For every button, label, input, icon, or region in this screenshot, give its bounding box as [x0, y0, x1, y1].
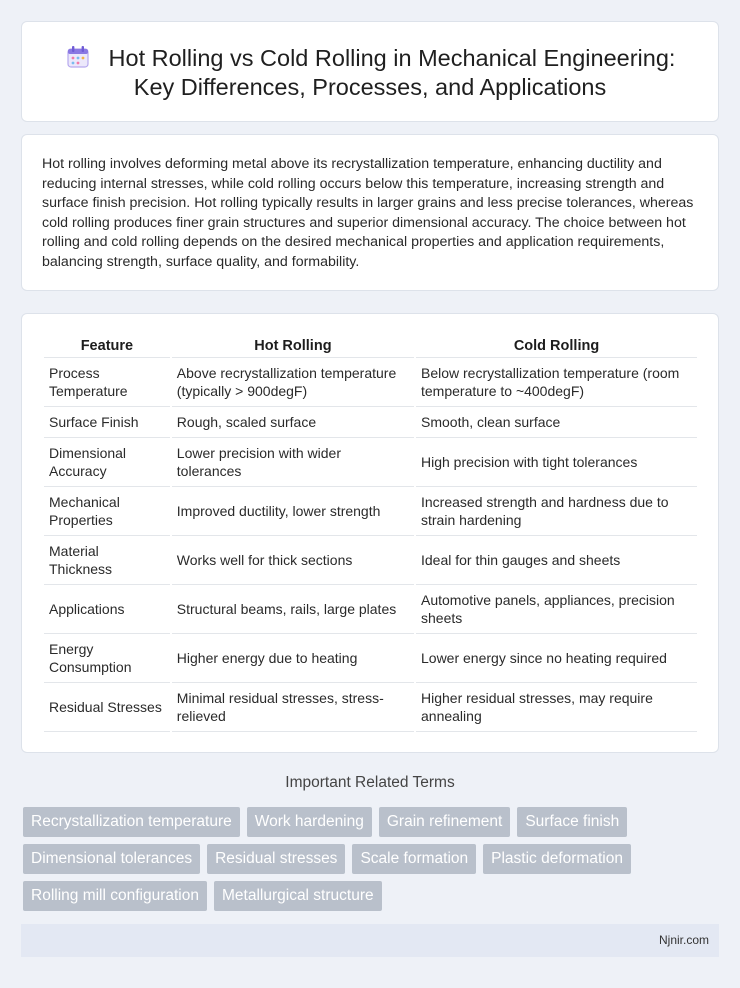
row-cold-value: Below recrystallization temperature (room temperature to ~400degF)	[416, 358, 697, 407]
row-cold-value: Ideal for thin gauges and sheets	[416, 536, 697, 585]
title-line-1: Hot Rolling vs Cold Rolling in Mechanical Engineering:	[108, 45, 676, 71]
term-tag[interactable]: Recrystallization temperature	[23, 807, 240, 837]
row-hot-value: Structural beams, rails, large plates	[172, 585, 414, 634]
term-tag[interactable]: Surface finish	[517, 807, 627, 837]
table-row	[44, 358, 697, 407]
row-hot-value: Above recrystallization temperature (typically > 900degF)	[172, 358, 414, 407]
intro-card	[21, 134, 719, 291]
term-tag[interactable]: Metallurgical structure	[214, 881, 382, 911]
term-tag[interactable]: Plastic deformation	[483, 844, 631, 874]
term-tag[interactable]: Rolling mill configuration	[23, 881, 207, 911]
row-feature: Dimensional Accuracy	[44, 438, 170, 487]
term-tag[interactable]: Dimensional tolerances	[23, 844, 200, 874]
table-row	[44, 536, 697, 585]
row-cold-value: High precision with tight tolerances	[416, 438, 697, 487]
row-hot-value: Improved ductility, lower strength	[172, 487, 414, 536]
header-cold-rolling: Cold Rolling	[416, 334, 697, 358]
row-feature: Residual Stresses	[44, 683, 170, 732]
intro-paragraph: Hot rolling involves deforming metal above its recrystallization temperature, enhancing ductility and reducing internal stresses, while cold rolling occurs below this temperature, increasing strength and surface finish precision. Hot rolling typically results in larger grains and less precise tolerances, whereas cold rolling produces finer grain structures and superior dimensional accuracy. The choice between hot rolling and cold rolling depends on the desired mechanical properties and application requirements, balancing strength, surface quality, and formability.	[42, 156, 694, 270]
page-title	[22, 44, 718, 102]
row-feature: Energy Consumption	[44, 634, 170, 683]
row-hot-value: Lower precision with wider tolerances	[172, 438, 414, 487]
term-tag[interactable]: Scale formation	[352, 844, 476, 874]
footer-site-name: Njnir.com	[21, 924, 719, 957]
row-feature: Applications	[44, 585, 170, 634]
related-terms-list	[23, 807, 723, 918]
row-cold-value: Smooth, clean surface	[416, 407, 697, 438]
table-row	[44, 487, 697, 536]
row-cold-value: Increased strength and hardness due to strain hardening	[416, 487, 697, 536]
term-tag[interactable]: Work hardening	[247, 807, 372, 837]
term-tag[interactable]: Grain refinement	[379, 807, 510, 837]
table-row	[44, 634, 697, 683]
table-row	[44, 407, 697, 438]
row-hot-value: Higher energy due to heating	[172, 634, 414, 683]
row-cold-value: Automotive panels, appliances, precision sheets	[416, 585, 697, 634]
row-hot-value: Works well for thick sections	[172, 536, 414, 585]
header-feature: Feature	[44, 334, 170, 358]
title-card	[21, 21, 719, 122]
related-terms-heading: Important Related Terms	[285, 774, 455, 791]
header-hot-rolling: Hot Rolling	[172, 334, 414, 358]
row-hot-value: Minimal residual stresses, stress-relieved	[172, 683, 414, 732]
row-feature: Process Temperature	[44, 358, 170, 407]
row-feature: Surface Finish	[44, 407, 170, 438]
row-feature: Mechanical Properties	[44, 487, 170, 536]
calendar-icon	[65, 45, 91, 69]
table-row	[44, 438, 697, 487]
title-line-2: Key Differences, Processes, and Applications	[133, 74, 607, 100]
table-header-row	[44, 334, 697, 358]
table-row	[44, 683, 697, 732]
row-cold-value: Higher residual stresses, may require annealing	[416, 683, 697, 732]
row-feature: Material Thickness	[44, 536, 170, 585]
row-cold-value: Lower energy since no heating required	[416, 634, 697, 683]
table-row	[44, 585, 697, 634]
row-hot-value: Rough, scaled surface	[172, 407, 414, 438]
term-tag[interactable]: Residual stresses	[207, 844, 345, 874]
comparison-table	[42, 334, 699, 732]
comparison-card	[21, 313, 719, 753]
